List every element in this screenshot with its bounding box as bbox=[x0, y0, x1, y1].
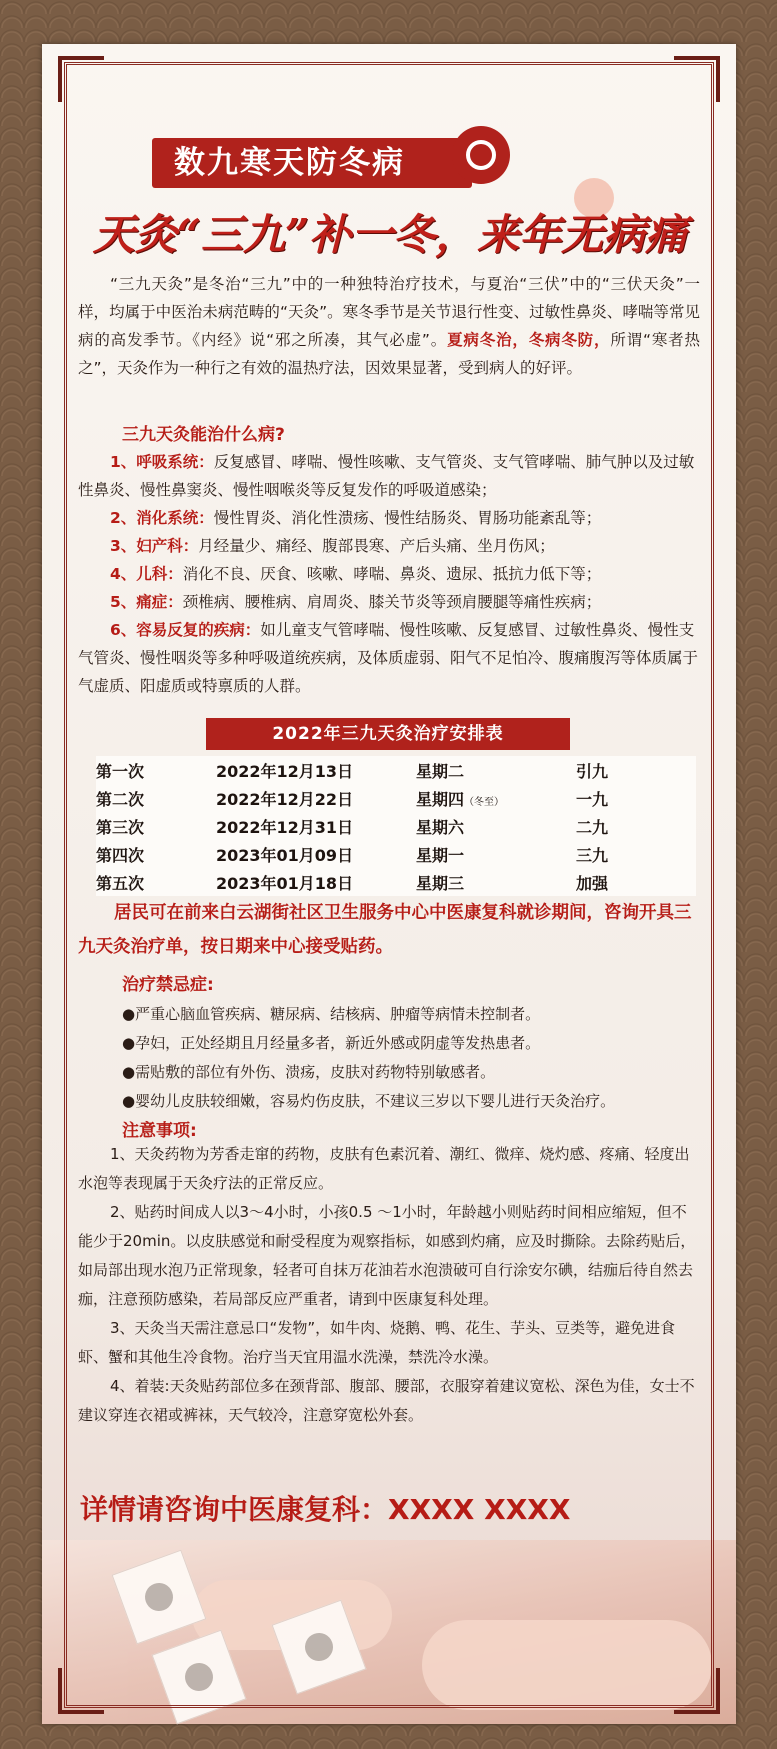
item-text: 颈椎病、腰椎病、肩周炎、膝关节炎等颈肩腰腿等痛性疾病； bbox=[182, 593, 602, 611]
treat-heading: 三九天灸能治什么病? bbox=[122, 425, 285, 445]
weekday-cell bbox=[416, 840, 576, 868]
stage-cell: 二九 bbox=[576, 817, 609, 837]
item-label: 5、痛症： bbox=[110, 593, 183, 611]
weekday-note: （冬至） bbox=[464, 796, 505, 808]
cloud-swirl-icon bbox=[452, 126, 510, 184]
frame-corner bbox=[58, 1668, 104, 1714]
session-cell: 第二次 bbox=[96, 789, 145, 809]
list-item bbox=[78, 448, 700, 504]
frame-corner bbox=[674, 56, 720, 102]
weekday: 星期六 bbox=[416, 817, 465, 837]
item-label: 4、儿科： bbox=[110, 565, 183, 583]
table-row bbox=[96, 784, 696, 812]
weekday-cell bbox=[416, 756, 576, 784]
item-text: 反复感冒、哮喘、慢性咳嗽、支气管炎、支气管哮喘、肺气肿以及过敏性鼻炎、慢性鼻窦炎、慢性咽喉炎等反复发作的呼吸道感染； bbox=[78, 453, 695, 499]
date-cell: 2023年01月18日 bbox=[216, 873, 354, 893]
item-text: 消化不良、厌食、咳嗽、哮喘、鼻炎、遗尿、抵抗力低下等； bbox=[182, 565, 602, 583]
item-text: 如儿童支气管哮喘、慢性咳嗽、反复感冒、过敏性鼻炎、慢性支气管炎、慢性咽炎等多种呼吸道统疾病，及体质虚弱、阳气不足怕冷、腹痛腹泻等体质属于气虚质、阳虚质或特禀质的人群。 bbox=[78, 621, 699, 695]
item-text: 月经量少、痛经、腹部畏寒、产后头痛、坐月伤风； bbox=[198, 537, 555, 555]
contraindication-list bbox=[78, 1000, 700, 1116]
table-row bbox=[96, 840, 696, 868]
notes-list bbox=[78, 1140, 700, 1430]
contra-heading: 治疗禁忌症: bbox=[122, 975, 214, 995]
session-cell: 第五次 bbox=[96, 873, 145, 893]
disease-list bbox=[78, 448, 700, 700]
schedule-title: 2022年三九天灸治疗安排表 bbox=[206, 718, 570, 750]
list-item bbox=[78, 588, 700, 616]
session-cell: 第一次 bbox=[96, 761, 145, 781]
list-item: 2、贴药时间成人以3～4小时，小孩0.5 ～1小时，年龄越小则贴药时间相应缩短，但不能少于20min。以皮肤感觉和耐受程度为观察指标，如感到灼痛，应及时撕除。去除药贴后，如局部出现水泡乃正常现象，轻者可自抹万花油若水泡溃破可自行涂安尔碘，结痂后待自然去痂，注意预防感染，若局部反应严重者，请到中医康复科处理。 bbox=[78, 1203, 696, 1308]
list-item: 4、着装:天灸贴药部位多在颈背部、腹部、腰部，衣服穿着建议宽松、深色为佳，女士不建议穿连衣裙或裤袜，天气较冷，注意穿宽松外套。 bbox=[78, 1377, 695, 1424]
date-cell: 2022年12月31日 bbox=[216, 817, 354, 837]
contact-footer: 详情请咨询中医康复科：XXXX XXXX bbox=[80, 1493, 571, 1526]
table-row bbox=[96, 868, 696, 896]
list-item bbox=[78, 532, 700, 560]
item-label: 1、呼吸系统： bbox=[110, 453, 214, 471]
intro-emphasis: 夏病冬治，冬病冬防， bbox=[447, 331, 611, 349]
weekday: 星期一 bbox=[416, 845, 465, 865]
item-label: 2、消化系统： bbox=[110, 509, 214, 527]
list-item: 3、天灸当天需注意忌口“发物”，如牛肉、烧鹅、鸭、花生、芋头、豆类等，避免进食虾、蟹和其他生冷食物。治疗当天宜用温水洗澡，禁洗冷水澡。 bbox=[78, 1319, 676, 1366]
headline: 天灸“三九”补一冬，来年无病痛 bbox=[92, 210, 688, 259]
date-cell: 2022年12月22日 bbox=[216, 789, 354, 809]
list-item: ●孕妇，正处经期且月经量多者，新近外感或阴虚等发热患者。 bbox=[122, 1034, 541, 1052]
stage-cell: 引九 bbox=[576, 761, 609, 781]
session-cell: 第四次 bbox=[96, 845, 145, 865]
title-banner: 数九寒天防冬病 bbox=[152, 138, 472, 188]
intro-text-end: 所谓“寒者热之”，天灸作为一种行之有效的温热疗法，因效果显著，受到病人的好评。 bbox=[78, 331, 700, 377]
table-row bbox=[96, 756, 696, 784]
weekday: 星期二 bbox=[416, 761, 465, 781]
weekday-cell bbox=[416, 812, 576, 840]
stage-cell: 加强 bbox=[576, 873, 609, 893]
list-item: ●严重心脑血管疾病、糖尿病、结核病、肿瘤等病情未控制者。 bbox=[122, 1005, 541, 1023]
stage-cell: 三九 bbox=[576, 845, 609, 865]
frame-corner bbox=[58, 56, 104, 102]
list-item: ●需贴敷的部位有外伤、溃疡，皮肤对药物特别敏感者。 bbox=[122, 1063, 496, 1081]
schedule-table bbox=[96, 756, 696, 896]
list-item bbox=[78, 560, 700, 588]
intro-paragraph bbox=[78, 270, 700, 382]
date-cell: 2022年12月13日 bbox=[216, 761, 354, 781]
weekday-cell bbox=[416, 868, 576, 896]
table-row bbox=[96, 812, 696, 840]
date-cell: 2023年01月09日 bbox=[216, 845, 354, 865]
item-text: 慢性胃炎、消化性溃疡、慢性结肠炎、胃肠功能紊乱等； bbox=[213, 509, 602, 527]
item-label: 3、妇产科： bbox=[110, 537, 199, 555]
list-item bbox=[78, 504, 700, 532]
list-item: 1、天灸药物为芳香走窜的药物，皮肤有色素沉着、潮红、微痒、烧灼感、疼痛、轻度出水泡等表现属于天灸疗法的正常反应。 bbox=[78, 1145, 690, 1192]
session-cell: 第三次 bbox=[96, 817, 145, 837]
list-item: ●婴幼儿皮肤较细嫩，容易灼伤皮肤，不建议三岁以下婴儿进行天灸治疗。 bbox=[122, 1092, 616, 1110]
intro-text: “三九天灸”是冬治“三九”中的一种独特治疗技术，与夏治“三伏”中的“三伏天灸”一样，均属于中医治未病范畴的“天灸”。寒冬季节是关节退行性变、过敏性鼻炎、哮喘等常见病的高发季节。《内经》说“邪之所凑，其气必虚”。 bbox=[78, 275, 700, 349]
stage-cell: 一九 bbox=[576, 789, 609, 809]
notes-heading: 注意事项: bbox=[122, 1121, 197, 1141]
weekday: 星期四 bbox=[416, 789, 465, 809]
list-item bbox=[78, 616, 700, 700]
clinic-notice: 居民可在前来白云湖街社区卫生服务中心中医康复科就诊期间，咨询开具三九天灸治疗单，按日期来中心接受贴药。 bbox=[78, 903, 692, 957]
item-label: 6、容易反复的疾病： bbox=[110, 621, 261, 639]
weekday-cell bbox=[416, 784, 576, 812]
frame-corner bbox=[674, 1668, 720, 1714]
weekday: 星期三 bbox=[416, 873, 465, 893]
